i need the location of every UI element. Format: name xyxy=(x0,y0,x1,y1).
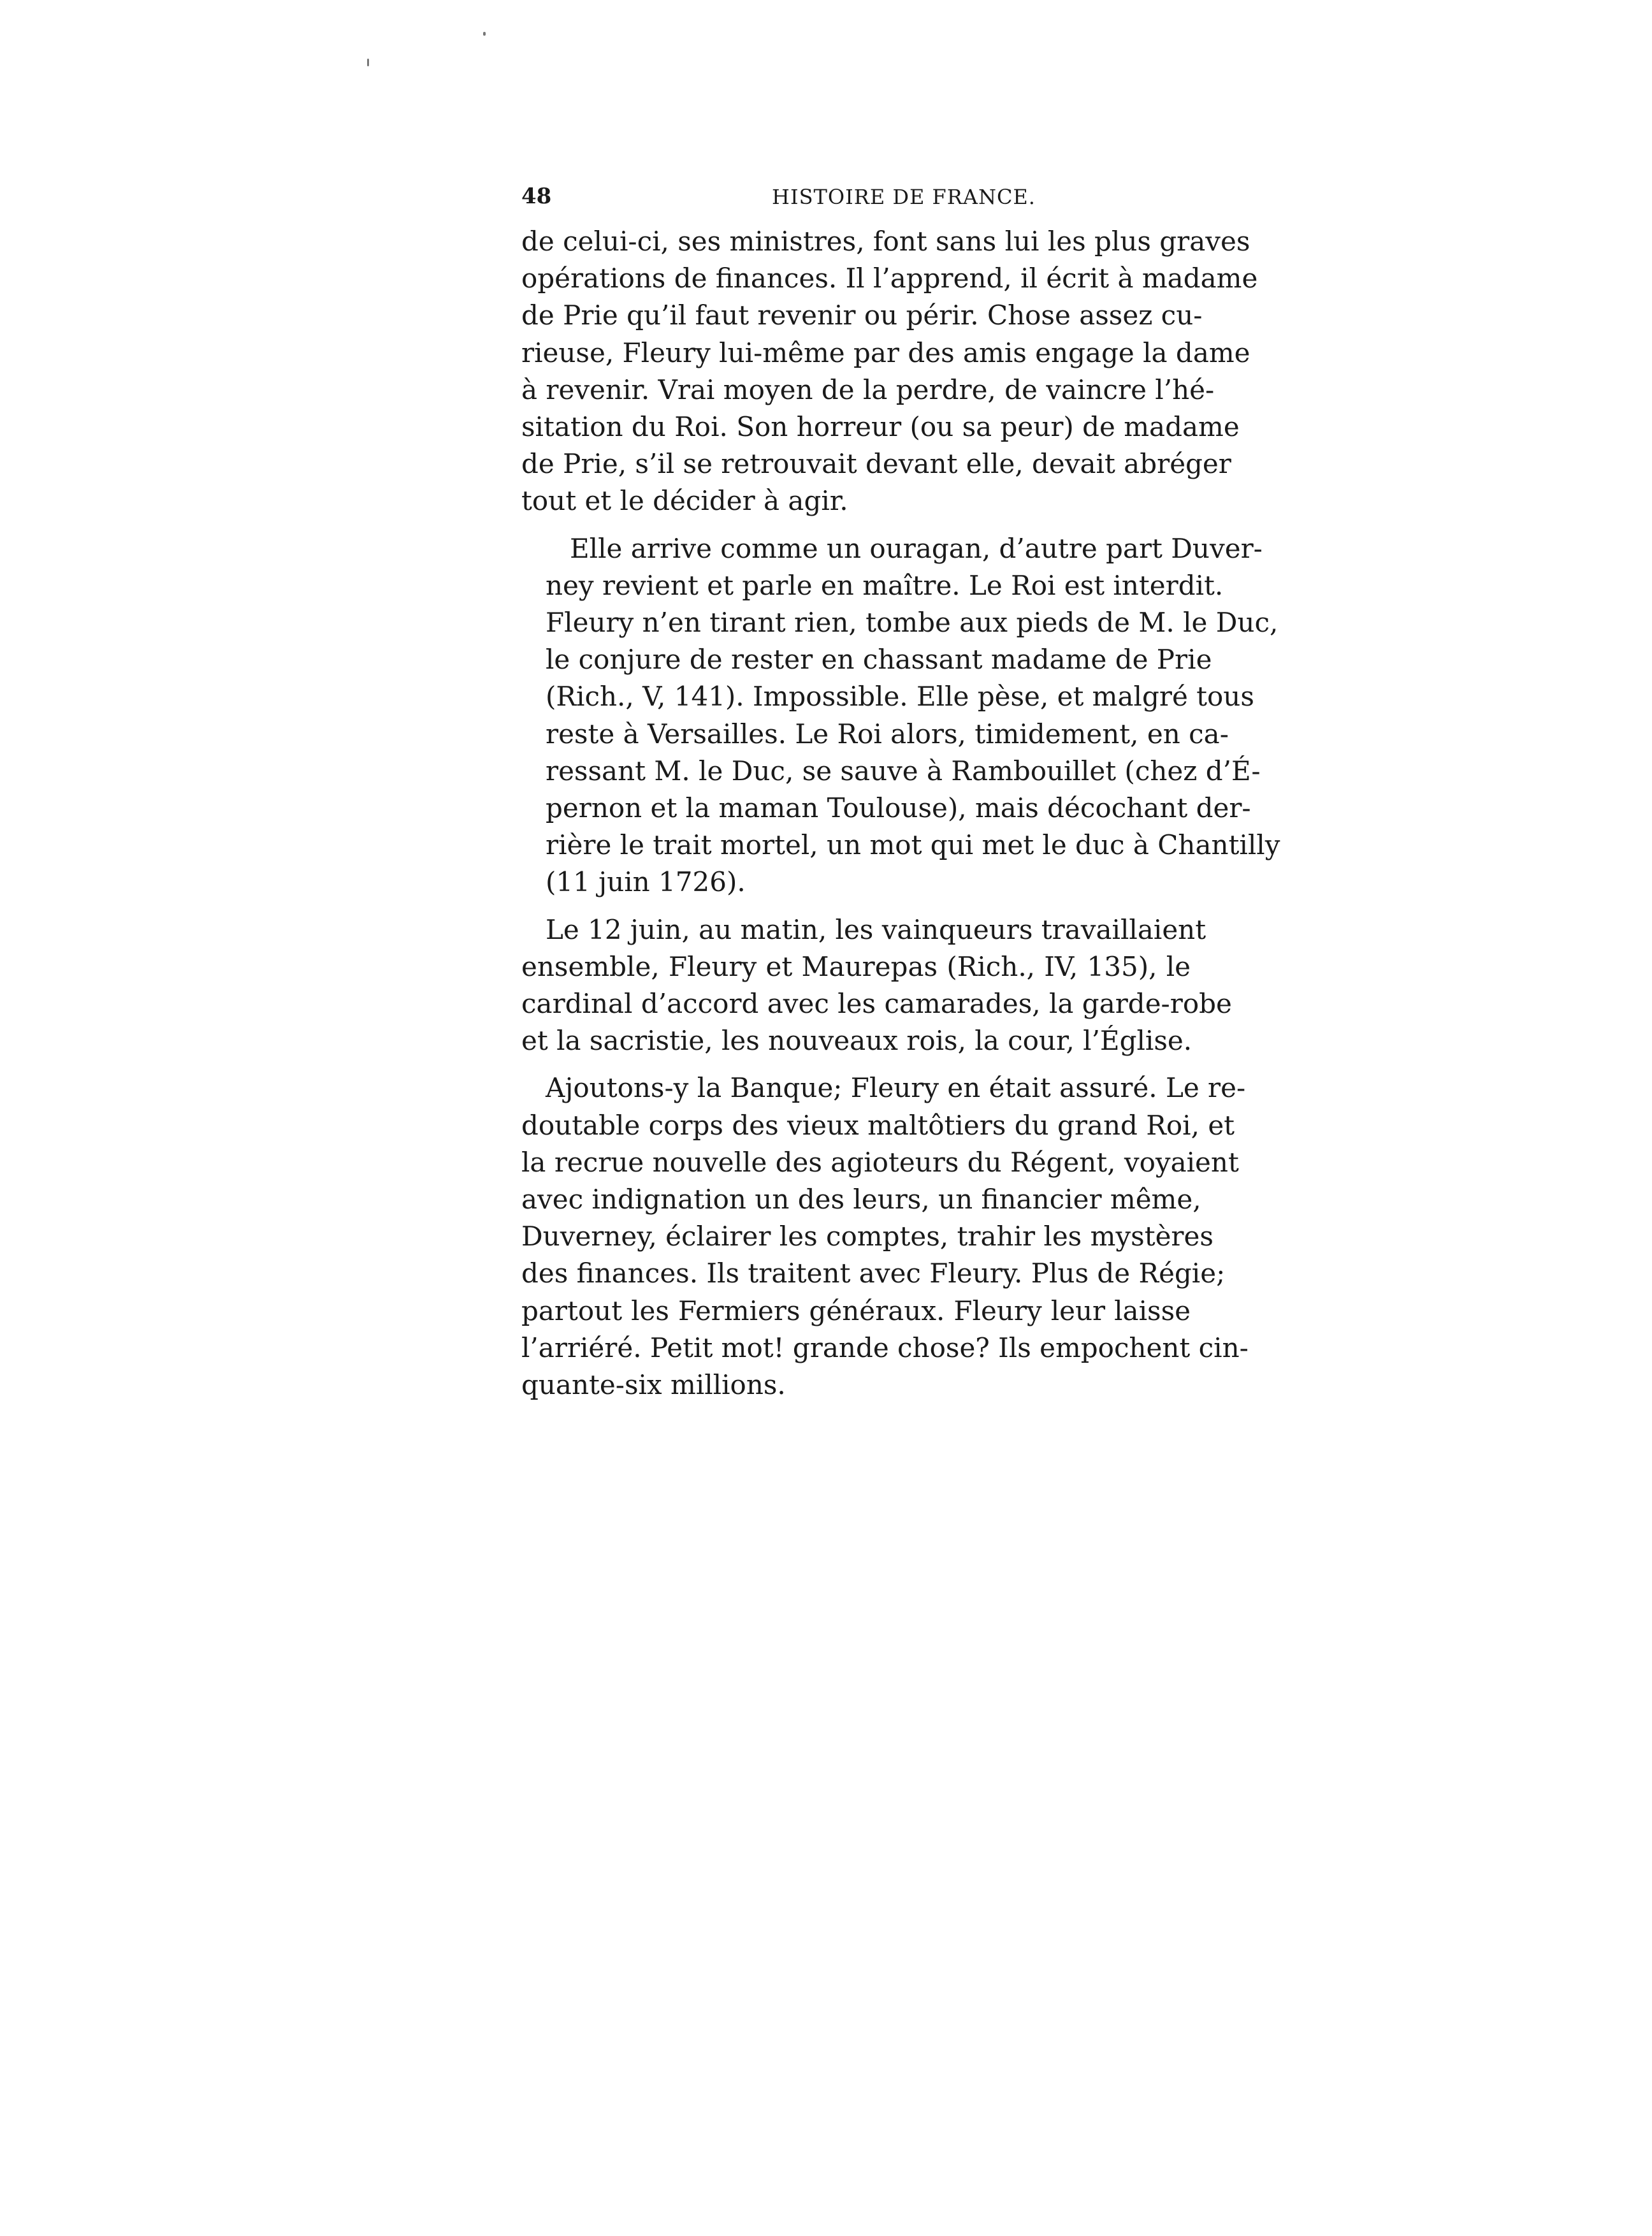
paragraph-gap xyxy=(521,901,1191,911)
scan-speck xyxy=(367,59,369,66)
scan-speck xyxy=(483,32,486,36)
text-line: des finances. Ils traitent avec Fleury. Plus de Régie; xyxy=(521,1258,1226,1289)
page-header xyxy=(521,184,1191,215)
paragraph-gap xyxy=(521,1059,1191,1070)
text-line: l’arriéré. Petit mot! grande chose? Ils empochent cin- xyxy=(521,1332,1249,1363)
text-line: pernon et la maman Toulouse), mais décochant der- xyxy=(546,792,1251,824)
page-number: 48 xyxy=(521,184,552,209)
text-line: (Rich., V, 141). Impossible. Elle pèse, et malgré tous xyxy=(546,681,1254,713)
text-line: Duverney, éclairer les comptes, trahir les mystères xyxy=(521,1221,1214,1252)
text-line: ressant M. le Duc, se sauve à Rambouillet (chez d’É- xyxy=(546,755,1261,787)
text-line: ensemble, Fleury et Maurepas (Rich., IV, 135), le xyxy=(521,950,1191,982)
text-line: partout les Fermiers généraux. Fleury leur laisse xyxy=(521,1295,1191,1326)
text-line: de Prie, s’il se retrouvait devant elle, devait abréger xyxy=(521,448,1231,480)
text-line: rieuse, Fleury lui-même par des amis engage la dame xyxy=(521,337,1250,368)
text-line: ney revient et parle en maître. Le Roi est interdit. xyxy=(546,569,1224,601)
text-line: Le 12 juin, au matin, les vainqueurs travaillaient xyxy=(546,913,1206,945)
paragraph-2 xyxy=(521,530,1280,901)
text-line: et la sacristie, les nouveaux rois, la cour, l’Église. xyxy=(521,1025,1192,1057)
text-line: à revenir. Vrai moyen de la perdre, de vaincre l’hé- xyxy=(521,374,1215,405)
text-line: la recrue nouvelle des agioteurs du Régent, voyaient xyxy=(521,1146,1239,1178)
text-line: tout et le décider à agir. xyxy=(521,485,848,517)
text-line: de Prie qu’il faut revenir ou périr. Chose assez cu- xyxy=(521,300,1203,331)
text-line: quante-six millions. xyxy=(521,1369,786,1401)
text-line: sitation du Roi. Son horreur (ou sa peur) de madame xyxy=(521,411,1240,443)
text-line: Fleury n’en tirant rien, tombe aux pieds de M. le Duc, xyxy=(546,607,1279,639)
text-line: reste à Versailles. Le Roi alors, timidement, en ca- xyxy=(546,718,1229,750)
text-line: avec indignation un des leurs, un financier même, xyxy=(521,1184,1201,1216)
text-line: cardinal d’accord avec les camarades, la garde-robe xyxy=(521,988,1232,1020)
text-line: Elle arrive comme un ouragan, d’autre part Duver- xyxy=(570,532,1263,564)
body-text xyxy=(521,223,1280,1404)
text-line: Ajoutons-y la Banque; Fleury en était assuré. Le re- xyxy=(546,1072,1246,1104)
text-line: doutable corps des vieux maltôtiers du grand Roi, et xyxy=(521,1109,1235,1141)
paragraph-4 xyxy=(521,1070,1249,1404)
running-head: HISTOIRE DE FRANCE. xyxy=(772,185,1036,209)
paragraph-gap xyxy=(521,520,1191,530)
text-line: rière le trait mortel, un mot qui met le duc à Chantilly xyxy=(546,829,1280,861)
text-line: opérations de finances. Il l’apprend, il écrit à madame xyxy=(521,263,1258,294)
text-line: le conjure de rester en chassant madame de Prie xyxy=(546,644,1212,676)
paragraph-1 xyxy=(521,223,1258,520)
text-line: de celui-ci, ses ministres, font sans lui les plus graves xyxy=(521,226,1250,257)
text-line: (11 juin 1726). xyxy=(546,866,746,898)
paragraph-3 xyxy=(521,911,1232,1060)
